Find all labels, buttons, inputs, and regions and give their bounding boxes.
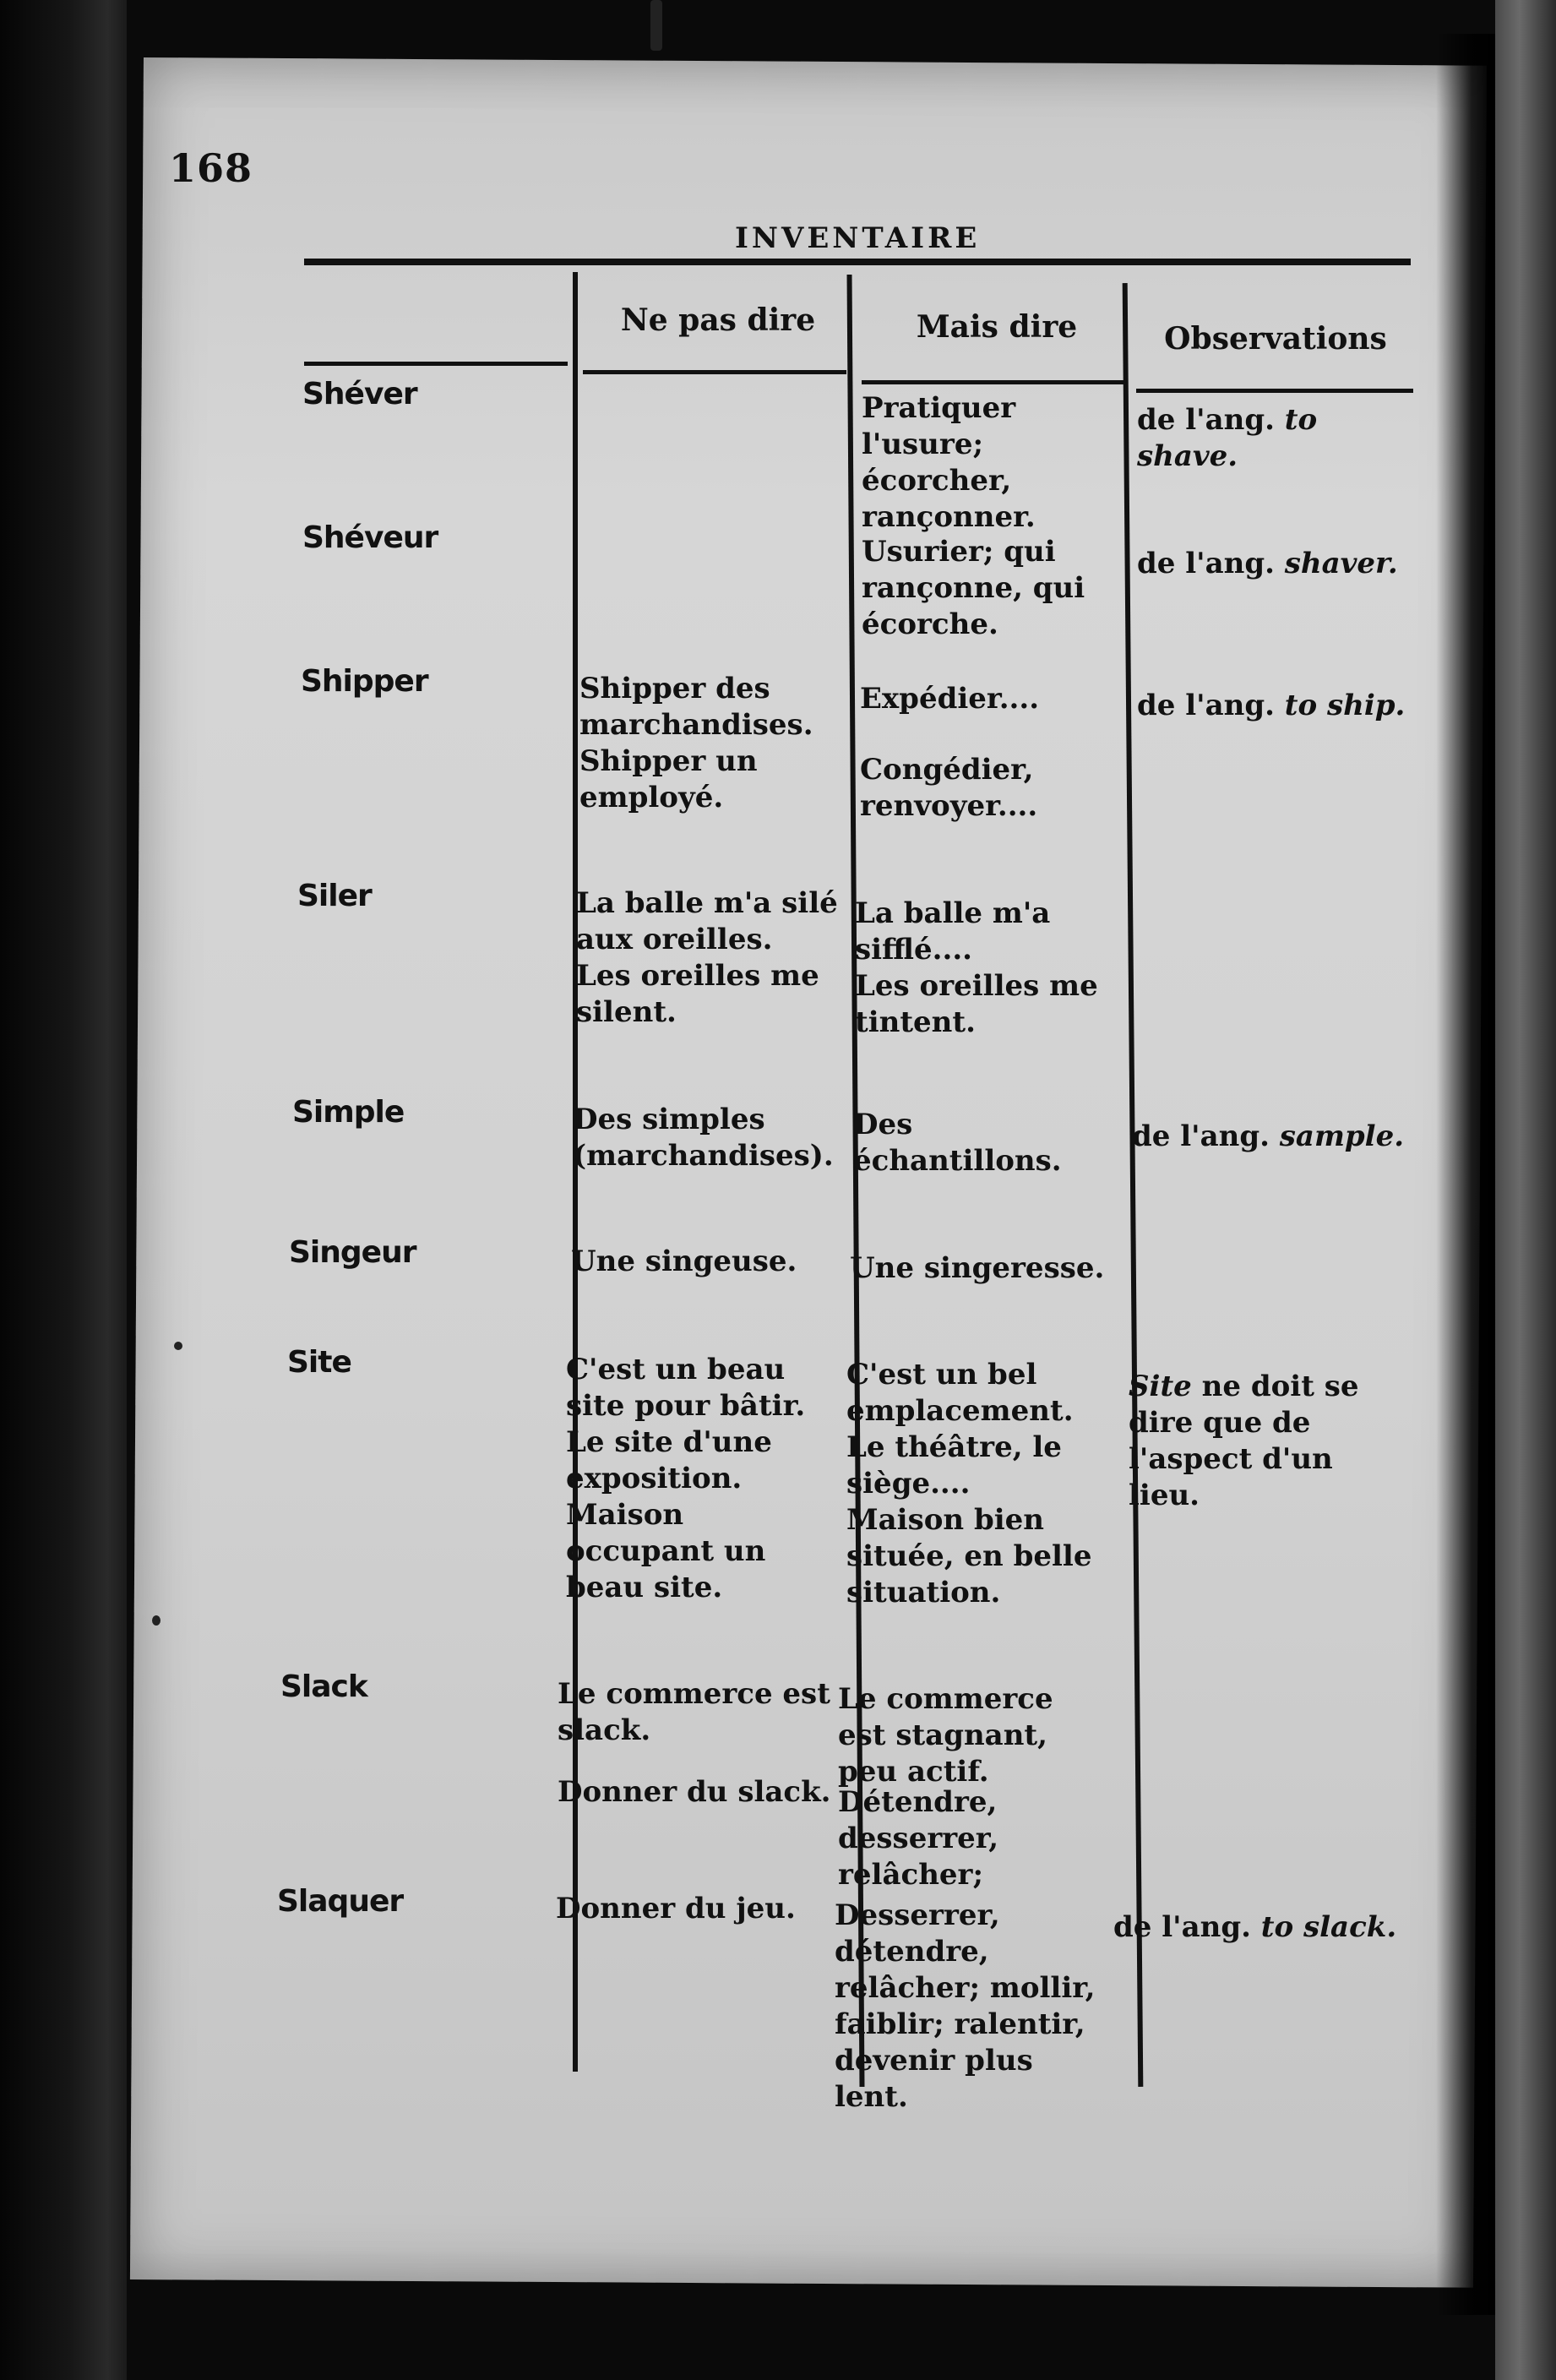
entry-observation	[1132, 1119, 1411, 1155]
obs-italic: Site	[1129, 1370, 1192, 1403]
entry-ne-pas-dire-2: Shipper un employé.	[579, 744, 758, 814]
entry-word: Slaquer	[277, 1884, 404, 1919]
scan-speck	[650, 0, 662, 51]
entry-ne-pas-dire: Des simples (marchandises).	[573, 1103, 834, 1173]
entry-mais-dire-2: Les oreilles me tintent.	[855, 969, 1098, 1039]
entry-word: Shéveur	[302, 520, 438, 555]
entry-ne-pas-dire-2: Donner du slack.	[558, 1775, 831, 1809]
entry-mais-dire: La balle m'a sifflé....	[855, 896, 1051, 967]
entry-mais-dire: Des échantillons.	[853, 1108, 1062, 1178]
running-title: INVENTAIRE	[735, 221, 981, 255]
entry-mais-dire: Desserrer, détendre, relâcher; mollir, faiblir; ralentir, devenir plus lent.	[835, 1898, 1096, 2114]
entry-word: Site	[287, 1345, 351, 1380]
entry-word: Singeur	[289, 1235, 416, 1270]
entry-ne-pas-dire-2: Les oreilles me silent.	[576, 959, 819, 1029]
entry-ne-pas-dire: Le commerce est slack.	[558, 1677, 830, 1747]
obs-plain: de l'ang.	[1137, 689, 1285, 722]
entry-ne-pas-dire: La balle m'a silé aux oreilles.	[576, 886, 838, 956]
entry-observation	[1113, 1909, 1401, 1946]
entry-mais-dire-2: Détendre, desserrer, relâcher;	[838, 1785, 999, 1892]
header-rule	[304, 259, 1411, 265]
entry-observation	[1137, 402, 1407, 475]
entry-ne-pas-dire: C'est un beau site pour bâtir.	[566, 1353, 806, 1423]
obs-italic: to slack.	[1260, 1910, 1397, 1944]
entry-mais-dire: Usurier; qui rançonne, qui écorche.	[862, 535, 1085, 641]
subrule-ne-pas-dire	[583, 370, 846, 374]
obs-italic: sample.	[1279, 1119, 1405, 1153]
entry-observation	[1137, 688, 1407, 724]
obs-italic: to shave.	[1137, 403, 1318, 473]
next-page-edge	[1495, 0, 1556, 2380]
entry-mais-dire: Le commerce est stagnant, peu actif.	[838, 1682, 1053, 1789]
obs-italic: shaver.	[1284, 547, 1398, 580]
obs-plain: de l'ang.	[1132, 1119, 1280, 1153]
entry-word: Shéver	[302, 377, 417, 411]
page-right-shadow	[1436, 34, 1495, 2315]
column-header-observations: Observations	[1164, 321, 1387, 357]
obs-plain: de l'ang.	[1137, 547, 1285, 580]
entry-mais-dire: C'est un bel emplacement.	[846, 1358, 1074, 1428]
entry-ne-pas-dire: Donner du jeu.	[556, 1892, 796, 1925]
subrule-words	[304, 362, 568, 366]
entry-mais-dire: Une singeresse.	[850, 1251, 1105, 1285]
scan-dark-left-edge	[0, 0, 127, 2380]
entry-word: Siler	[297, 879, 372, 913]
scan-speck	[174, 1342, 182, 1350]
entry-mais-dire: Pratiquer l'usure; écorcher, rançonner.	[862, 391, 1036, 534]
entry-word: Simple	[292, 1095, 405, 1130]
entry-word: Shipper	[301, 664, 428, 699]
obs-plain: ne doit se dire que de l'aspect d'un lieu.	[1129, 1370, 1359, 1512]
obs-plain: de l'ang.	[1113, 1910, 1261, 1944]
entry-word: Slack	[280, 1669, 367, 1704]
column-header-ne-pas-dire: Ne pas dire	[620, 302, 816, 338]
obs-italic: to ship.	[1284, 689, 1406, 722]
entry-mais-dire: Expédier....	[860, 682, 1040, 716]
entry-observation	[1137, 546, 1407, 582]
entry-mais-dire-3: Maison bien située, en belle situation.	[846, 1503, 1092, 1609]
page-number: 168	[169, 145, 253, 191]
column-header-mais-dire: Mais dire	[916, 309, 1078, 345]
entry-ne-pas-dire: Shipper des marchandises.	[579, 672, 813, 742]
scan-speck	[152, 1615, 160, 1626]
entry-ne-pas-dire: Une singeuse.	[571, 1244, 797, 1278]
obs-plain: de l'ang.	[1137, 403, 1285, 437]
entry-ne-pas-dire-3: Maison occupant un beau site.	[566, 1498, 766, 1604]
entry-observation	[1129, 1369, 1399, 1514]
subrule-observations	[1136, 389, 1413, 393]
entry-mais-dire-2: Le théâtre, le siège....	[846, 1430, 1062, 1500]
subrule-mais-dire	[862, 380, 1125, 384]
entry-mais-dire-2: Congédier, renvoyer....	[860, 753, 1038, 823]
entry-ne-pas-dire-2: Le site d'une exposition.	[566, 1425, 772, 1495]
